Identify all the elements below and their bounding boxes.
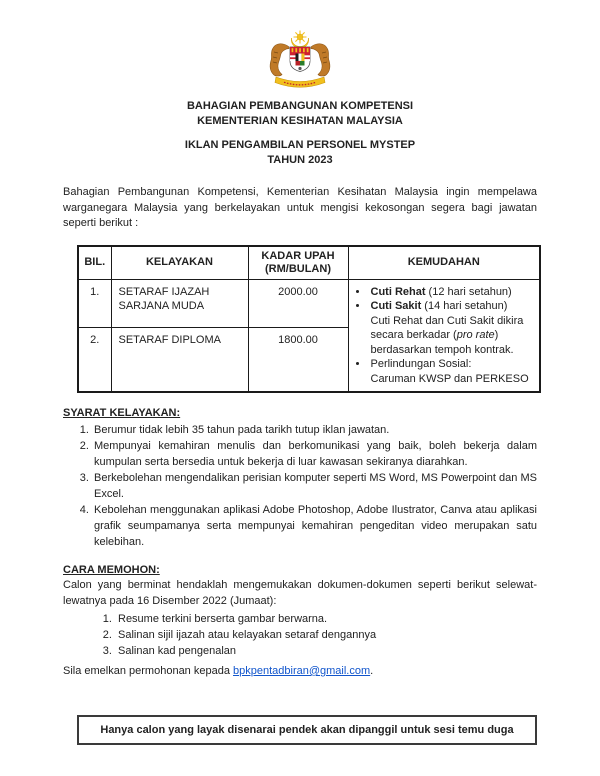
cell-kadar-1: 2000.00 [248, 279, 348, 327]
shortlist-notice-text: Hanya calon yang layak disenarai pendek akan dipanggil untuk sesi temu duga [100, 724, 514, 736]
emblem-container [63, 30, 537, 94]
benefits-list [356, 285, 533, 387]
org-name [63, 99, 537, 129]
application-section [63, 562, 537, 679]
documents-list [63, 611, 537, 659]
benefit-pro-rate-note: Cuti Rehat dan Cuti Sakit dikira secara berkadar (pro rate) berdasarkan tempoh kontrak. [370, 314, 524, 356]
benefit-cuti-sakit: • Cuti Sakit (14 hari setahun) Cuti Rehat dan Cuti Sakit dikira secara berkadar (pro rate) berdasarkan tempoh kontrak. [369, 299, 533, 357]
document-item: 3. Salinan kad pengenalan [115, 643, 537, 659]
col-header-bil: BIL. [78, 246, 111, 280]
org-name-line2: KEMENTERIAN KESIHATAN MALAYSIA [197, 115, 403, 127]
vacancy-table [77, 245, 541, 394]
cell-bil-2: 2. [78, 327, 111, 392]
requirements-heading: SYARAT KELAYAKAN: [63, 407, 181, 419]
cell-kelayakan-2: SETARAF DIPLOMA [111, 327, 248, 392]
document-item: 2. Salinan sijil ijazah atau kelayakan setaraf dengannya [115, 627, 537, 643]
email-instruction-period: . [370, 665, 374, 677]
requirement-item: 2. Mempunyai kemahiran menulis dan berkomunikasi yang baik, boleh bekerja dalam kumpulan serta bersedia untuk bekerja di luar kawasan sekiranya diarahkan. [92, 438, 537, 470]
requirements-section [63, 405, 537, 550]
document-item: 1. Resume terkini berserta gambar berwarna. [115, 611, 537, 627]
application-intro: Calon yang berminat hendaklah mengemukakan dokumen-dokumen seperti berikut selewat-lewatnya pada 16 Disember 2022 (Jumaat): [63, 579, 537, 607]
intro-paragraph: Bahagian Pembangunan Kompetensi, Kementerian Kesihatan Malaysia ingin mempelawa warganegara Malaysia yang berkelayakan untuk mengisi kekosongan segera bagi jawatan seperti berikut : [63, 186, 537, 229]
email-link[interactable]: bpkpentadbiran@gmail.com [233, 665, 371, 677]
benefit-perlindungan-sosial: • Perlindungan Sosial: Caruman KWSP dan PERKESO [369, 357, 533, 386]
benefit-cuti-rehat: • Cuti Rehat (12 hari setahun) [369, 285, 533, 300]
cell-kemudahan [348, 279, 540, 392]
malaysia-coat-of-arms-icon [262, 30, 338, 94]
email-instruction [63, 663, 537, 679]
document-title-line1: IKLAN PENGAMBILAN PERSONEL MYSTEP [184, 139, 416, 151]
table-header-row [78, 246, 540, 280]
cell-kadar-2: 1800.00 [248, 327, 348, 392]
cell-kelayakan-1: SETARAF IJAZAH SARJANA MUDA [111, 279, 248, 327]
col-header-kadar-upah: KADAR UPAH (RM/BULAN) [248, 246, 348, 280]
document-title-line2: TAHUN 2023 [267, 154, 333, 166]
document-title [63, 138, 537, 168]
requirement-item: 1. Berumur tidak lebih 35 tahun pada tarikh tutup iklan jawatan. [92, 422, 537, 438]
requirements-list [63, 422, 537, 550]
org-name-line1: BAHAGIAN PEMBANGUNAN KOMPETENSI [186, 100, 414, 112]
col-header-kemudahan: KEMUDAHAN [348, 246, 540, 280]
col-header-kelayakan: KELAYAKAN [111, 246, 248, 280]
requirement-item: 4. Kebolehan menggunakan aplikasi Adobe Photoshop, Adobe Ilustrator, Canva atau aplikasi grafik seumpamanya serta mempunyai kemahiran pengeditan video merupakan satu kelebihan. [92, 502, 537, 550]
requirement-item: 3. Berkebolehan mengendalikan perisian komputer seperti MS Word, MS Powerpoint dan MS Excel. [92, 470, 537, 502]
table-row [78, 279, 540, 327]
application-heading: CARA MEMOHON: [63, 564, 160, 576]
cell-bil-1: 1. [78, 279, 111, 327]
shortlist-notice-box [77, 715, 537, 745]
email-instruction-text: Sila emelkan permohonan kepada [63, 665, 234, 677]
